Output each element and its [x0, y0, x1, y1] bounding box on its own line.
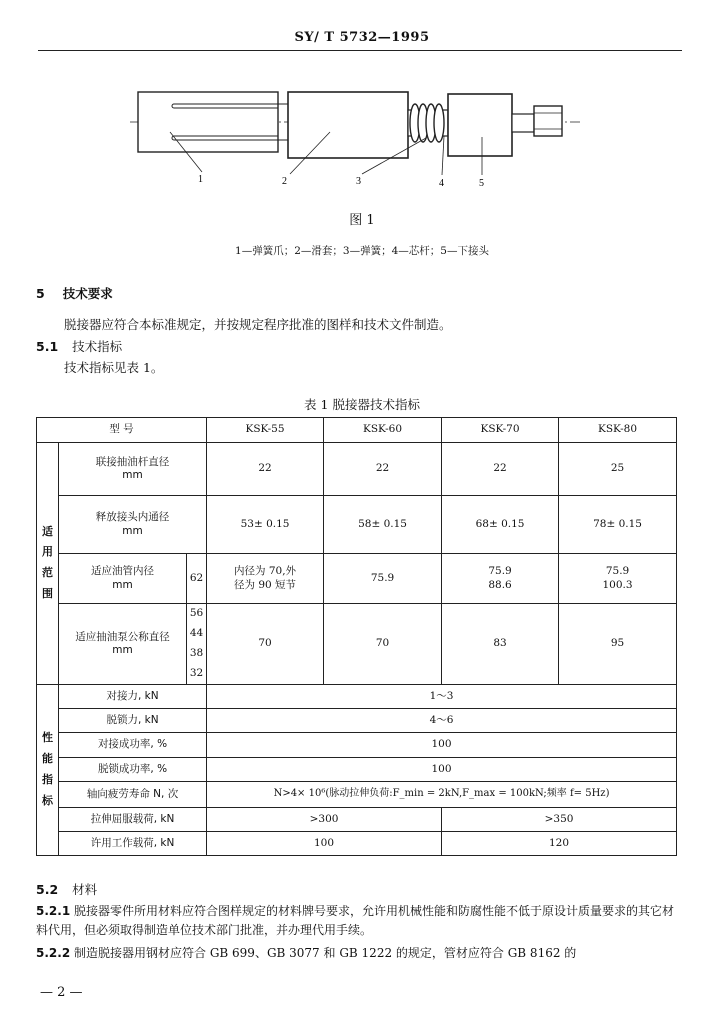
figure-title: 图 1	[349, 213, 375, 228]
cell-value: 100	[207, 757, 677, 781]
callout-4: 4	[439, 178, 444, 189]
row-label: 联接抽油杆直径 mm	[59, 443, 207, 496]
section-5-1-heading	[36, 337, 122, 355]
section-5-2-number: 5.2	[36, 882, 59, 897]
callout-1: 1	[198, 174, 203, 185]
paragraph-5-2-2	[36, 944, 680, 963]
paragraph-number: 5.2.2	[36, 946, 71, 960]
section-5-1-text: 技术指标见表 1。	[64, 360, 164, 375]
header-model: KSK-60	[324, 418, 442, 443]
row-label: 释放接头内通径 mm	[59, 496, 207, 554]
callout-3: 3	[356, 176, 361, 187]
table-row	[37, 684, 677, 708]
figure-legend: 1—弹簧爪；2—滑套；3—弹簧；4—芯杆；5—下接头	[235, 245, 489, 257]
row-label: 脱锁成功率, %	[59, 757, 207, 781]
page-number: — 2 —	[40, 985, 83, 1000]
cell-value: 75.9 100.3	[559, 554, 677, 604]
section-5-1-number: 5.1	[36, 339, 59, 354]
cell-value: >300	[207, 807, 442, 831]
row-label: 许用工作载荷, kN	[59, 831, 207, 855]
section-5-heading	[36, 284, 113, 302]
row-label: 对接力, kN	[59, 684, 207, 708]
cell-value: 25	[559, 443, 677, 496]
paragraph-text: 脱接器零件所用材料应符合图样规定的材料牌号要求，允许用机械性能和防腐性能不低于原设计质量要求的其它材料代用，但必须取得制造单位技术部门批准，并办理代用手续。	[36, 904, 675, 938]
section-5-2-heading	[36, 880, 97, 898]
row-label: 拉伸屈服载荷, kN	[59, 807, 207, 831]
table-row	[37, 757, 677, 781]
cell-value: 75.9 88.6	[442, 554, 559, 604]
row-label: 轴向疲劳寿命 N, 次	[59, 781, 207, 807]
header-model: KSK-55	[207, 418, 324, 443]
cell-value: 22	[442, 443, 559, 496]
cell-sub-list: 56 44 38 32	[187, 604, 207, 685]
row-label: 对接成功率, %	[59, 732, 207, 757]
section-5-number: 5	[36, 286, 45, 301]
table-row	[37, 708, 677, 732]
header-model: KSK-80	[559, 418, 677, 443]
paragraph-5-2-1	[36, 902, 680, 940]
table-row	[37, 831, 677, 855]
cell-value: 78± 0.15	[559, 496, 677, 554]
cell-value: N>4× 10⁶(脉动拉伸负荷:F_min = 2kN,F_max = 100kN;频率 f= 5Hz)	[207, 781, 677, 807]
spec-table	[36, 417, 677, 856]
cell-value: 75.9	[324, 554, 442, 604]
cell-value: 22	[207, 443, 324, 496]
cell-value: 68± 0.15	[442, 496, 559, 554]
paragraph-text: 制造脱接器用钢材应符合 GB 699、GB 3077 和 GB 1222 的规定，管材应符合 GB 8162 的	[74, 946, 577, 960]
group-applicable-range: 适用范围	[37, 443, 59, 685]
row-label: 适应抽油泵公称直径 mm	[59, 604, 187, 685]
callout-2: 2	[282, 176, 287, 187]
cell-value: 70	[207, 604, 324, 685]
cell-sub: 62	[187, 554, 207, 604]
cell-value: >350	[442, 807, 677, 831]
table-row	[37, 604, 677, 685]
table-row	[37, 807, 677, 831]
table-header-row	[37, 418, 677, 443]
section-5-1-title: 技术指标	[72, 339, 123, 354]
section-5-text: 脱接器应符合本标准规定，并按规定程序批准的图样和技术文件制造。	[64, 317, 452, 332]
header-rule	[38, 50, 682, 51]
cell-value: 1～3	[207, 684, 677, 708]
callout-5: 5	[479, 178, 484, 189]
table-row	[37, 554, 677, 604]
header-model: KSK-70	[442, 418, 559, 443]
cell-value: 95	[559, 604, 677, 685]
cell-value: 4～6	[207, 708, 677, 732]
cell-value: 70	[324, 604, 442, 685]
table-row	[37, 732, 677, 757]
section-5-2-title: 材料	[72, 882, 98, 897]
table-row	[37, 496, 677, 554]
section-5-title: 技术要求	[62, 286, 113, 301]
cell-value: 53± 0.15	[207, 496, 324, 554]
cell-value: 内径为 70,外径为 90 短节	[207, 554, 324, 604]
cell-value: 58± 0.15	[324, 496, 442, 554]
cell-value: 83	[442, 604, 559, 685]
row-label: 脱锁力, kN	[59, 708, 207, 732]
standard-header: SY/ T 5732—1995	[294, 30, 430, 45]
cell-value: 100	[207, 732, 677, 757]
header-model-label: 型 号	[37, 418, 207, 443]
cell-value: 22	[324, 443, 442, 496]
table-row	[37, 443, 677, 496]
paragraph-number: 5.2.1	[36, 904, 71, 918]
table-row	[37, 781, 677, 807]
group-performance: 性能指标	[37, 684, 59, 855]
table-caption: 表 1 脱接器技术指标	[304, 397, 420, 412]
cell-value: 120	[442, 831, 677, 855]
cell-value: 100	[207, 831, 442, 855]
row-label: 适应油管内径 mm	[59, 554, 187, 604]
figure-1-drawing	[130, 82, 590, 192]
